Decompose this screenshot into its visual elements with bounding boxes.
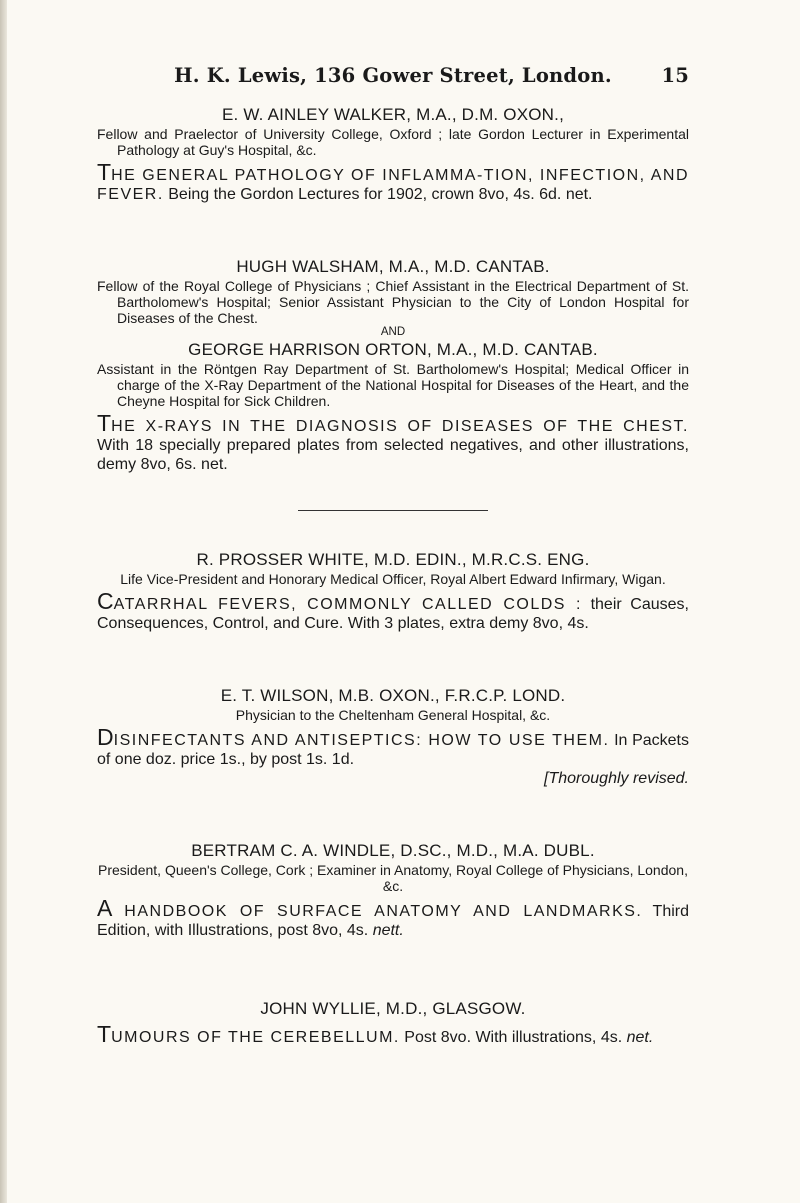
title-caps: UMOURS OF THE CEREBELLUM.: [111, 1029, 400, 1046]
author-name: HUGH WALSHAM, M.A., M.D. CANTAB.: [236, 257, 550, 276]
book-title: [97, 895, 690, 940]
running-head: [97, 62, 689, 90]
book-title: [97, 588, 690, 633]
title-initial: C: [97, 588, 114, 614]
title-details: Third Edition, with Illustrations, post 8vo, 4s.: [97, 903, 690, 939]
title-initial: A: [97, 895, 113, 921]
book-title: [97, 159, 689, 204]
author-name: BERTRAM C. A. WINDLE, D.SC., M.D., M.A. DUBL.: [191, 841, 595, 860]
and-separator: AND: [380, 326, 406, 338]
title-details: With 18 specially prepared plates from selected negatives, and other illustrations, demy 8vo, 6s. net.: [97, 437, 689, 473]
author-description: Life Vice-President and Honorary Medical Officer, Royal Albert Edward Infirmary, Wigan.: [120, 571, 666, 587]
title-details: their Causes, Consequences, Control, and Cure. With 3 plates, extra demy 8vo, 4s.: [97, 596, 690, 632]
book-entry: [97, 549, 689, 633]
book-title: [97, 1021, 689, 1047]
page-number: 15: [661, 64, 689, 87]
title-net: net.: [626, 1029, 654, 1046]
book-title: [97, 410, 689, 474]
title-caps: HE GENERAL PATHOLOGY OF INFLAMMA-TION, INFECTION, AND FEVER.: [97, 167, 689, 203]
book-entry: [97, 840, 689, 940]
title-initial: D: [97, 724, 114, 750]
catalogue-page: [97, 62, 689, 1047]
section-divider: [298, 510, 488, 511]
title-initial: T: [97, 1021, 112, 1047]
title-initial: T: [97, 159, 112, 185]
author-description: Fellow and Praelector of University College, Oxford ; late Gordon Lecturer in Experimental Pathology at Guy's Hospital, &c.: [97, 126, 689, 158]
author-name: JOHN WYLLIE, M.D., GLASGOW.: [260, 999, 526, 1018]
title-details: Being the Gordon Lectures for 1902, crown 8vo, 4s. 6d. net.: [163, 186, 593, 203]
author-description-2: Assistant in the Röntgen Ray Department of St. Bartholomew's Hospital; Medical Officer in charge of the X-Ray Department of the National Hospital for Diseases of the Heart, and the Cheyne Hospital for Sick Children.: [97, 361, 689, 409]
book-entry: [97, 256, 689, 474]
page-spine-shadow: [0, 0, 7, 1203]
title-caps: ISINFECTANTS AND ANTISEPTICS: HOW TO USE THEM.: [113, 732, 610, 749]
book-entry: [97, 104, 689, 204]
title-details: Post 8vo. With illustrations, 4s.: [399, 1029, 627, 1046]
book-entry: [97, 685, 689, 788]
title-net: nett.: [372, 922, 404, 939]
title-initial: T: [97, 410, 112, 436]
revision-note: [Thoroughly revised.: [544, 770, 689, 787]
author-name: R. PROSSER WHITE, M.D. EDIN., M.R.C.S. ENG.: [196, 550, 590, 569]
running-head-text: H. K. Lewis, 136 Gower Street, London.: [174, 64, 612, 87]
book-title: [97, 724, 689, 769]
author-description: Physician to the Cheltenham General Hospital, &c.: [235, 707, 551, 723]
author-name-2: GEORGE HARRISON ORTON, M.A., M.D. CANTAB.: [188, 340, 598, 359]
author-description: President, Queen's College, Cork ; Examiner in Anatomy, Royal College of Physicians, London, &c.: [98, 862, 688, 894]
book-entry: [97, 998, 689, 1047]
title-caps: HANDBOOK OF SURFACE ANATOMY AND LANDMARKS.: [112, 903, 643, 920]
title-details: In Packets of one doz. price 1s., by post 1s. 1d.: [97, 732, 689, 768]
author-name: E. T. WILSON, M.B. OXON., F.R.C.P. LOND.: [220, 686, 566, 705]
title-caps: HE X-RAYS IN THE DIAGNOSIS OF DISEASES OF THE CHEST.: [111, 418, 689, 435]
title-caps: ATARRHAL FEVERS, COMMONLY CALLED COLDS :: [113, 596, 582, 613]
author-description: Fellow of the Royal College of Physicians ; Chief Assistant in the Electrical Department of St. Bartholomew's Hospital; Senior Assistant Physician to the City of London Hospital for Diseases of the Chest.: [97, 278, 689, 326]
author-name: E. W. AINLEY WALKER, M.A., D.M. OXON.,: [221, 105, 564, 124]
